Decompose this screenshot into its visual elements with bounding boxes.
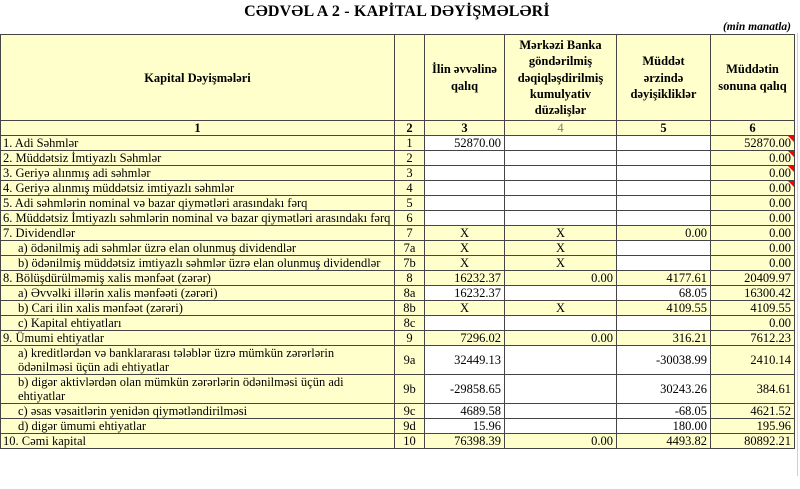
value-cell[interactable] — [505, 211, 617, 226]
value-cell[interactable] — [505, 181, 617, 196]
table-row — [1, 211, 795, 226]
value-cell[interactable] — [617, 166, 711, 181]
value-cell[interactable]: 0.00 — [711, 226, 795, 241]
value-cell[interactable] — [617, 211, 711, 226]
value-cell[interactable] — [505, 375, 617, 404]
value-cell[interactable]: 76398.39 — [425, 434, 505, 449]
table-row — [1, 375, 795, 404]
value-cell[interactable] — [425, 166, 505, 181]
header-col-rownum — [395, 35, 425, 121]
table-row — [1, 286, 795, 301]
value-cell[interactable]: 0.00 — [711, 316, 795, 331]
value-cell[interactable]: 16300.42 — [711, 286, 795, 301]
row-label-cell: a) kreditlərdən və banklararası tələblər üzrə mümkün zərərlərin ödənilməsi üçün adi ehtiyatlar — [1, 346, 395, 375]
value-cell[interactable]: 195.96 — [711, 419, 795, 434]
row-number-cell: 8 — [395, 271, 425, 286]
value-cell[interactable]: 0.00 — [617, 226, 711, 241]
table-row — [1, 404, 795, 419]
value-cell[interactable] — [505, 196, 617, 211]
column-number-1: 1 — [1, 121, 395, 136]
table-row — [1, 419, 795, 434]
value-cell[interactable] — [505, 166, 617, 181]
table-row — [1, 241, 795, 256]
row-number-cell: 2 — [395, 151, 425, 166]
row-label-cell: 10. Cəmi kapital — [1, 434, 395, 449]
header-col-ilin-evveline-qaliq: İlin əvvəlinə qalıq — [425, 35, 505, 121]
value-cell-with-comment-marker[interactable]: 52870.00 — [711, 136, 795, 151]
value-cell[interactable]: 68.05 — [617, 286, 711, 301]
row-number-cell: 7 — [395, 226, 425, 241]
value-cell[interactable]: 0.00 — [711, 256, 795, 271]
table-row — [1, 151, 795, 166]
row-number-cell: 4 — [395, 181, 425, 196]
value-cell[interactable]: 30243.26 — [617, 375, 711, 404]
value-cell[interactable] — [425, 316, 505, 331]
value-cell[interactable]: X — [505, 256, 617, 271]
value-cell[interactable]: -30038.99 — [617, 346, 711, 375]
row-number-cell: 3 — [395, 166, 425, 181]
row-number-cell: 7a — [395, 241, 425, 256]
value-cell[interactable] — [617, 181, 711, 196]
value-cell[interactable] — [425, 196, 505, 211]
value-cell[interactable]: 15.96 — [425, 419, 505, 434]
value-cell[interactable] — [617, 136, 711, 151]
value-cell[interactable]: 0.00 — [505, 271, 617, 286]
value-cell[interactable]: 20409.97 — [711, 271, 795, 286]
value-cell[interactable]: X — [505, 301, 617, 316]
value-cell[interactable]: 16232.37 — [425, 286, 505, 301]
table-row — [1, 226, 795, 241]
row-number-cell: 8a — [395, 286, 425, 301]
table-row — [1, 271, 795, 286]
row-number-cell: 1 — [395, 136, 425, 151]
value-cell[interactable]: 0.00 — [711, 196, 795, 211]
row-number-cell: 9c — [395, 404, 425, 419]
table-row — [1, 181, 795, 196]
value-cell[interactable]: 180.00 — [617, 419, 711, 434]
table-row — [1, 166, 795, 181]
row-label-cell: c) əsas vəsaitlərin yenidən qiymətləndirilməsi — [1, 404, 395, 419]
value-cell-with-comment-marker[interactable]: 0.00 — [711, 151, 795, 166]
row-label-cell: a) ödənilmiş adi səhmlər üzrə elan olunmuş dividendlər — [1, 241, 395, 256]
capital-changes-table — [0, 34, 795, 449]
value-cell-with-comment-marker[interactable]: 0.00 — [711, 181, 795, 196]
value-cell[interactable]: X — [425, 226, 505, 241]
row-label-cell: 1. Adi Səhmlər — [1, 136, 395, 151]
column-number-3: 3 — [425, 121, 505, 136]
value-cell[interactable]: 32449.13 — [425, 346, 505, 375]
value-cell[interactable]: 2410.14 — [711, 346, 795, 375]
row-label-cell: a) Əvvəlki illərin xalis mənfəəti (zərəri) — [1, 286, 395, 301]
row-label-cell: d) digər ümumi ehtiyatlar — [1, 419, 395, 434]
page-title: CƏDVƏL A 2 - KAPİTAL DƏYİŞMƏLƏRİ — [244, 3, 550, 20]
row-number-cell: 7b — [395, 256, 425, 271]
value-cell[interactable]: 4109.55 — [617, 301, 711, 316]
header-col-muddet-erzinde-deyisiklikler: Müddət ərzində dəyişikliklər — [617, 35, 711, 121]
sheet-gridline — [797, 33, 798, 476]
value-cell[interactable]: 384.61 — [711, 375, 795, 404]
value-cell[interactable]: X — [425, 256, 505, 271]
column-number-5: 5 — [617, 121, 711, 136]
row-label-cell: 7. Dividendlər — [1, 226, 395, 241]
table-row — [1, 301, 795, 316]
value-cell[interactable]: 4621.52 — [711, 404, 795, 419]
value-cell[interactable]: 7612.23 — [711, 331, 795, 346]
column-number-row — [1, 121, 795, 136]
row-label-cell: b) ödənilmiş müddətsiz imtiyazlı səhmlər üzrə elan olunmuş dividendlər — [1, 256, 395, 271]
table-row — [1, 256, 795, 271]
value-cell[interactable]: X — [425, 241, 505, 256]
row-number-cell: 6 — [395, 211, 425, 226]
value-cell[interactable]: 7296.02 — [425, 331, 505, 346]
table-row — [1, 331, 795, 346]
value-cell[interactable]: 52870.00 — [425, 136, 505, 151]
table-row — [1, 316, 795, 331]
table-row — [1, 434, 795, 449]
value-cell[interactable] — [505, 136, 617, 151]
header-col-muddetin-sonuna-qaliq: Müddətin sonuna qalıq — [711, 35, 795, 121]
table-row — [1, 196, 795, 211]
row-label-cell: 9. Ümumi ehtiyatlar — [1, 331, 395, 346]
value-cell[interactable] — [617, 256, 711, 271]
value-cell[interactable]: -68.05 — [617, 404, 711, 419]
column-number-2: 2 — [395, 121, 425, 136]
value-cell[interactable]: 4177.61 — [617, 271, 711, 286]
value-cell[interactable]: 80892.21 — [711, 434, 795, 449]
row-number-cell: 5 — [395, 196, 425, 211]
value-cell[interactable] — [505, 151, 617, 166]
value-cell[interactable] — [505, 419, 617, 434]
row-number-cell: 8b — [395, 301, 425, 316]
unit-note: (min manatla) — [722, 21, 791, 33]
column-number-6: 6 — [711, 121, 795, 136]
row-label-cell: 6. Müddətsiz İmtiyazlı səhmlərin nominal və bazar qiymətləri arasındakı fərq — [1, 211, 395, 226]
header-row — [1, 35, 795, 121]
value-cell[interactable]: 0.00 — [711, 211, 795, 226]
header-col-kapital-deyismeleri: Kapital Dəyişmələri — [1, 35, 395, 121]
value-cell[interactable] — [617, 196, 711, 211]
value-cell[interactable]: X — [505, 226, 617, 241]
row-number-cell: 10 — [395, 434, 425, 449]
value-cell[interactable]: 4493.82 — [617, 434, 711, 449]
row-label-cell: c) Kapital ehtiyatları — [1, 316, 395, 331]
row-label-cell: b) Cari ilin xalis mənfəət (zərəri) — [1, 301, 395, 316]
value-cell[interactable]: 0.00 — [711, 241, 795, 256]
column-number-4: 4 — [505, 121, 617, 136]
value-cell[interactable]: -29858.65 — [425, 375, 505, 404]
value-cell[interactable]: 16232.37 — [425, 271, 505, 286]
value-cell[interactable] — [505, 316, 617, 331]
value-cell[interactable] — [425, 211, 505, 226]
value-cell[interactable] — [617, 316, 711, 331]
header-col-merkezi-banka-duzelisler: Mərkəzi Banka göndərilmiş dəqiqləşdirilmiş kumulyativ düzəlişlər — [505, 35, 617, 121]
value-cell[interactable] — [425, 151, 505, 166]
row-number-cell: 8c — [395, 316, 425, 331]
value-cell[interactable]: X — [425, 301, 505, 316]
row-number-cell: 9d — [395, 419, 425, 434]
value-cell[interactable]: X — [505, 241, 617, 256]
row-label-cell: 2. Müddətsiz İmtiyazlı Səhmlər — [1, 151, 395, 166]
value-cell-with-comment-marker[interactable]: 0.00 — [711, 166, 795, 181]
row-number-cell: 9b — [395, 375, 425, 404]
row-label-cell: 8. Bölüşdürülməmiş xalis mənfəət (zərər) — [1, 271, 395, 286]
table-body — [1, 136, 795, 449]
row-label-cell: 5. Adi səhmlərin nominal və bazar qiymətləri arasındakı fərq — [1, 196, 395, 211]
row-number-cell: 9a — [395, 346, 425, 375]
value-cell[interactable]: 316.21 — [617, 331, 711, 346]
value-cell[interactable]: 0.00 — [505, 331, 617, 346]
value-cell[interactable]: 4109.55 — [711, 301, 795, 316]
value-cell[interactable] — [425, 181, 505, 196]
row-label-cell: 3. Geriyə alınmış adi səhmlər — [1, 166, 395, 181]
table-row — [1, 136, 795, 151]
value-cell[interactable]: 0.00 — [505, 434, 617, 449]
row-label-cell: 4. Geriyə alınmış müddətsiz imtiyazlı səhmlər — [1, 181, 395, 196]
value-cell[interactable] — [617, 151, 711, 166]
table-row — [1, 346, 795, 375]
row-number-cell: 9 — [395, 331, 425, 346]
value-cell[interactable]: 4689.58 — [425, 404, 505, 419]
value-cell[interactable] — [505, 286, 617, 301]
value-cell[interactable] — [617, 241, 711, 256]
value-cell[interactable] — [505, 404, 617, 419]
value-cell[interactable] — [505, 346, 617, 375]
row-label-cell: b) digər aktivlərdən olan mümkün zərərlərin ödənilməsi üçün adi ehtiyatlar — [1, 375, 395, 404]
